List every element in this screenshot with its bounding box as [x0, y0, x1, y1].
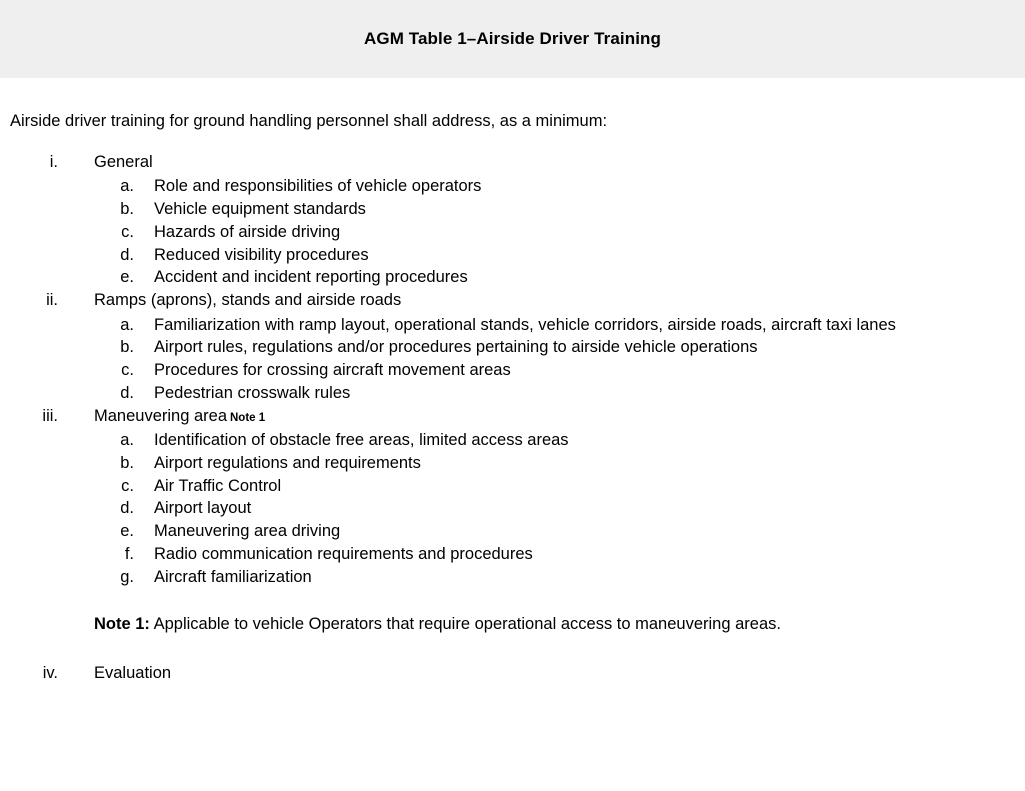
- list-item: [8, 429, 1013, 452]
- page-title: AGM Table 1–Airside Driver Training: [364, 29, 661, 48]
- list-item-label: Role and responsibilities of vehicle operators: [154, 177, 482, 196]
- list-marker: a.: [120, 177, 134, 196]
- list-item: [8, 566, 1013, 589]
- list-marker: a.: [120, 315, 134, 334]
- list-item: [8, 452, 1013, 475]
- list-marker: e.: [120, 268, 134, 287]
- list-marker: b.: [120, 338, 134, 357]
- list-item: [8, 151, 1013, 174]
- list-marker: c.: [121, 222, 134, 241]
- section-maneuvering-area: [8, 405, 1013, 589]
- list-item-label: Airport layout: [154, 499, 252, 518]
- sublist-maneuvering-area: [8, 429, 1013, 588]
- list-item: [8, 266, 1013, 289]
- list-item-label: Reduced visibility procedures: [154, 245, 369, 264]
- list-item-label: Radio communication requirements and procedures: [154, 544, 533, 563]
- list-item-title: Maneuvering area: [94, 406, 227, 425]
- training-topics-list: [8, 151, 1013, 685]
- list-marker: e.: [120, 522, 134, 541]
- list-item: [8, 359, 1013, 382]
- list-item: [8, 382, 1013, 405]
- list-item-label: Hazards of airside driving: [154, 222, 341, 241]
- list-item-label: Air Traffic Control: [154, 476, 282, 495]
- list-marker: b.: [120, 453, 134, 472]
- sublist-general: [8, 175, 1013, 289]
- list-marker: d.: [120, 499, 134, 518]
- list-item: [8, 475, 1013, 498]
- section-ramps: [8, 289, 1013, 404]
- list-item-label: Airport rules, regulations and/or procedures pertaining to airside vehicle operations: [154, 338, 758, 357]
- list-item: [8, 198, 1013, 221]
- list-item: [8, 520, 1013, 543]
- list-marker: ii.: [46, 291, 58, 310]
- note-text: Applicable to vehicle Operators that require operational access to maneuvering areas.: [149, 614, 781, 633]
- list-item-label: Ramps (aprons), stands and airside roads: [94, 291, 402, 310]
- list-item-label: Procedures for crossing aircraft movement areas: [154, 361, 511, 380]
- list-item: [8, 497, 1013, 520]
- list-item: [8, 244, 1013, 267]
- list-marker: a.: [120, 431, 134, 450]
- table-title-bar: [0, 0, 1025, 78]
- list-item-label: Evaluation: [94, 663, 172, 682]
- list-item-label: Aircraft familiarization: [154, 567, 312, 586]
- list-marker: d.: [120, 245, 134, 264]
- list-marker: b.: [120, 200, 134, 219]
- list-marker: iv.: [42, 663, 58, 682]
- list-marker: c.: [121, 361, 134, 380]
- list-item: [8, 314, 1013, 337]
- list-item: [8, 289, 1013, 312]
- note-block: [94, 615, 1013, 634]
- list-marker: f.: [124, 544, 134, 563]
- list-item-label: Airport regulations and requirements: [154, 453, 421, 472]
- list-item: [8, 221, 1013, 244]
- list-item-label: Pedestrian crosswalk rules: [154, 383, 351, 402]
- list-item: [8, 405, 1013, 428]
- section-general: [8, 151, 1013, 289]
- note-reference: Note 1: [230, 411, 266, 424]
- list-item-label: Identification of obstacle free areas, limited access areas: [154, 431, 569, 450]
- list-item-label: Vehicle equipment standards: [154, 200, 366, 219]
- list-marker: c.: [121, 476, 134, 495]
- note-label: Note 1:: [94, 614, 150, 633]
- list-item-label: [94, 405, 1013, 428]
- list-item: [8, 543, 1013, 566]
- list-marker: d.: [120, 383, 134, 402]
- list-marker: iii.: [42, 406, 58, 425]
- list-item-label: General: [94, 153, 153, 171]
- section-evaluation: [8, 662, 1013, 685]
- list-item-label: Maneuvering area driving: [154, 522, 341, 541]
- list-marker: i.: [49, 153, 58, 171]
- list-item-label: Accident and incident reporting procedures: [154, 268, 468, 287]
- list-item: [8, 336, 1013, 359]
- sublist-ramps: [8, 314, 1013, 405]
- list-item: [8, 175, 1013, 198]
- intro-paragraph: Airside driver training for ground handling personnel shall address, as a minimum:: [10, 112, 608, 130]
- list-marker: g.: [120, 567, 134, 586]
- document-body: [0, 112, 1025, 685]
- list-item-label: Familiarization with ramp layout, operational stands, vehicle corridors, airside roads, aircraft taxi lanes: [154, 315, 896, 334]
